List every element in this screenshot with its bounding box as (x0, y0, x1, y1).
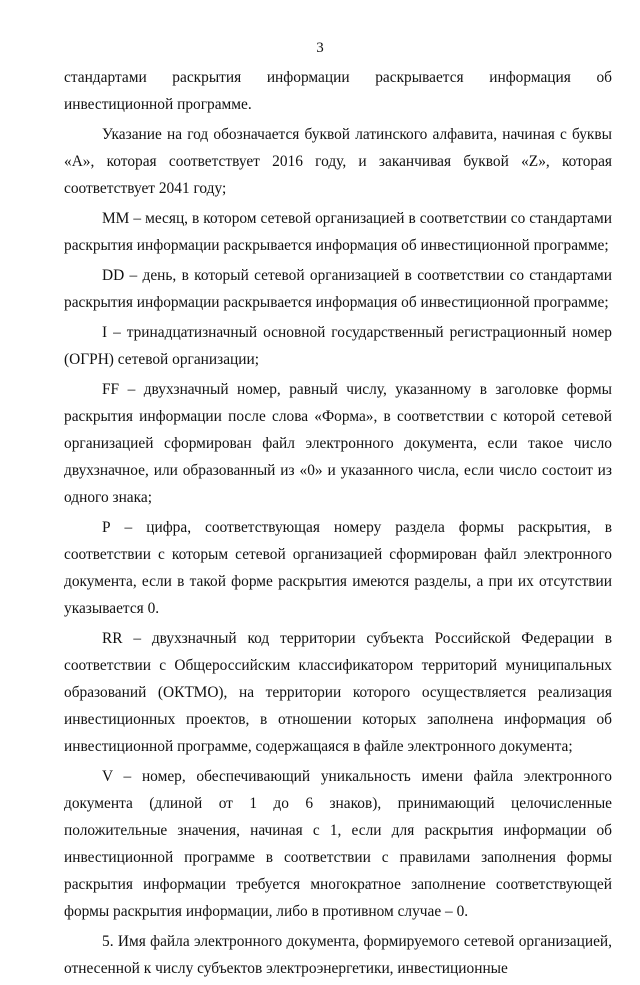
paragraph-mm-month: ММ – месяц, в котором сетевой организацией в соответствии со стандартами раскрытия информации раскрывается информация об инвестиционной программе; (64, 210, 612, 254)
paragraph-v-number: V – номер, обеспечивающий уникальность имени файла электронного документа (длиной от 1 до 6 знаков), принимающий целочисленные положительные значения, начиная с 1, если для раскрытия информации об инвестиционной программе в соответствии с правилами заполнения формы раскрытия информации требуется многократное заполнение соответствующей формы раскрытия информации, либо в противном случае – 0. (64, 768, 612, 920)
paragraph-p-section: Р – цифра, соответствующая номеру раздела формы раскрытия, в соответствии с которым сетевой организацией сформирован файл электронного документа, если в такой форме раскрытия имеются разделы, а при их отсутствии указывается 0. (64, 519, 612, 617)
paragraph-dd-day: DD – день, в который сетевой организацией в соответствии со стандартами раскрытия информации раскрывается информация об инвестиционной программе; (64, 267, 612, 311)
paragraph-year-designation: Указание на год обозначается буквой латинского алфавита, начиная с буквы «А», которая соответствует 2016 году, и заканчивая буквой «Z», которая соответствует 2041 году; (64, 126, 612, 197)
paragraph-continuation: стандартами раскрытия информации раскрывается информация об инвестиционной программе. (64, 69, 612, 113)
document-body (64, 64, 612, 985)
paragraph-ff-form-number: FF – двухзначный номер, равный числу, указанному в заголовке формы раскрытия информации после слова «Форма», в соответствии с которой сетевой организацией сформирован файл электронного документа, если такое число двухзначное, или образованный из «0» и указанного числа, если число состоит из одного знака; (64, 381, 612, 506)
paragraph-rr-territory: RR – двухзначный код территории субъекта Российской Федерации в соответствии с Общероссийским классификатором территорий муниципальных образований (ОКТМО), на территории которого осуществляется реализация инвестиционных проектов, в отношении которых заполнена информация об инвестиционной программе, содержащаяся в файле электронного документа; (64, 630, 612, 755)
paragraph-item-5: 5. Имя файла электронного документа, формируемого сетевой организацией, отнесенной к числу субъектов электроэнергетики, инвестиционные (64, 933, 612, 977)
page-number: 3 (316, 40, 324, 56)
paragraph-i-ogrn: I – тринадцатизначный основной государственный регистрационный номер (ОГРН) сетевой организации; (64, 324, 612, 368)
